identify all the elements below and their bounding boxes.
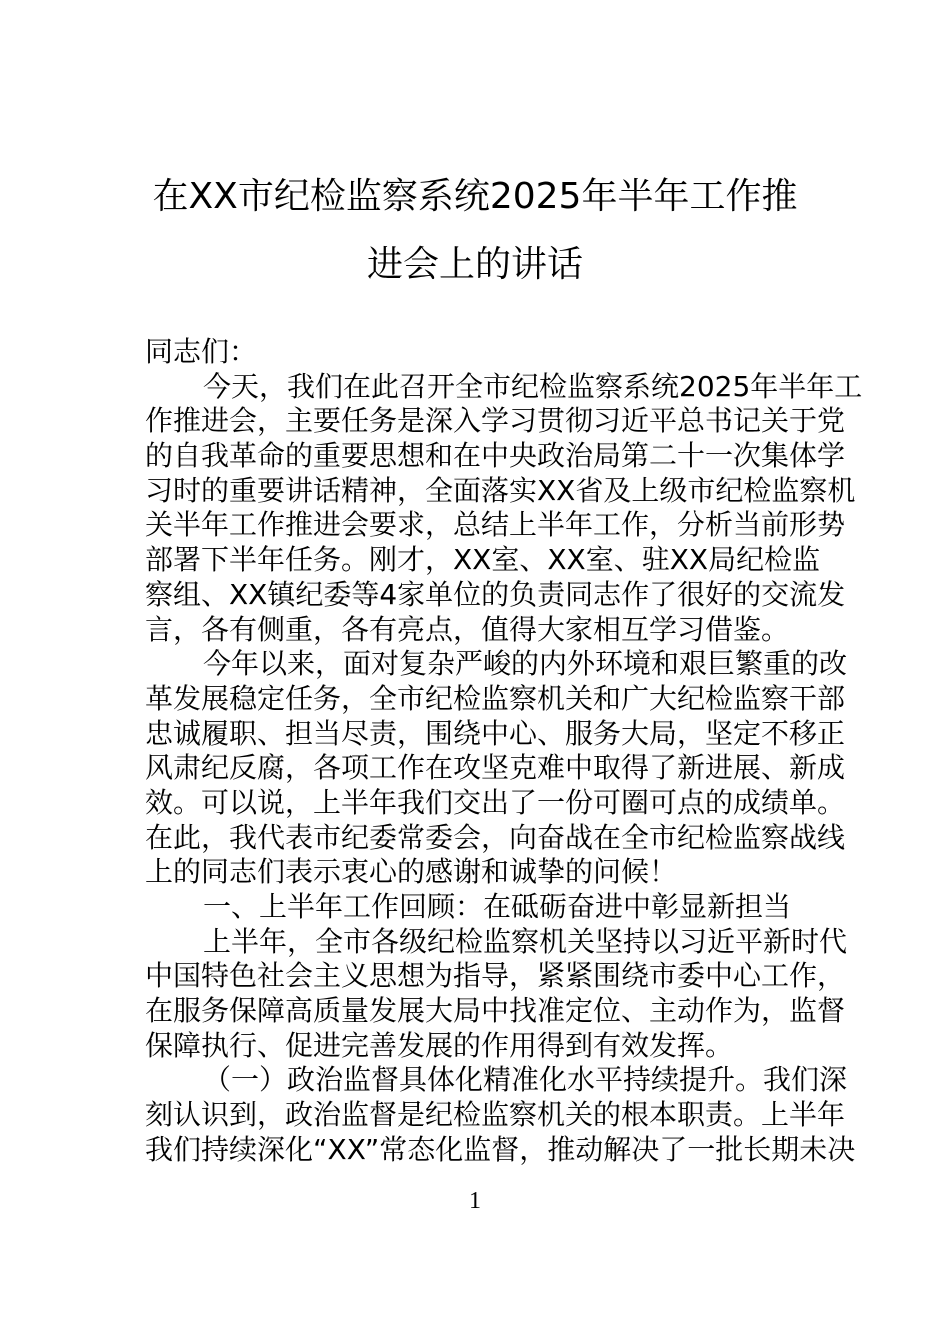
text-line: 中国特色社会主义思想为指导，紧紧围绕市委中心工作， [145,959,846,993]
document-title-line-2: 进会上的讲话 [366,244,583,285]
text-line: 刻认识到，政治监督是纪检监察机关的根本职责。上半年 [145,1098,846,1132]
document-title-line-1: 在XX市纪检监察系统2025年半年工作推 [152,176,798,217]
text-line: 今年以来，面对复杂严峻的内外环境和艰巨繁重的改 [203,647,848,681]
text-line: 同志们： [145,335,258,368]
text-line: 上的同志们表示衷心的感谢和诚挚的问候！ [145,855,678,889]
text-line: 的自我革命的重要思想和在中央政治局第二十一次集体学 [145,439,846,473]
text-line: 在服务保障高质量发展大局中找准定位、主动作为，监督 [145,994,846,1028]
text-line: 我们持续深化“XX”常态化监督，推动解决了一批长期未决 [145,1132,856,1166]
text-line: 在此，我代表市纪委常委会，向奋战在全市纪检监察战线 [145,820,846,854]
text-line: 上半年，全市各级纪检监察机关坚持以习近平新时代 [203,924,848,958]
text-line: 关半年工作推进会要求，总结上半年工作，分析当前形势 [145,508,846,542]
text-line: 风肃纪反腐，各项工作在攻坚克难中取得了新进展、新成 [145,751,846,785]
text-line: 忠诚履职、担当尽责，围绕中心、服务大局，坚定不移正 [145,716,846,750]
text-line: 一、上半年工作回顾：在砥砺奋进中彰显新担当 [203,890,792,923]
text-line: 革发展稳定任务，全市纪检监察机关和广大纪检监察干部 [145,681,846,715]
text-line: 保障执行、促进完善发展的作用得到有效发挥。 [145,1028,734,1062]
text-line: （一）政治监督具体化精准化水平持续提升。我们深 [203,1063,848,1097]
text-line: 言，各有侧重，各有亮点，值得大家相互学习借鉴。 [145,612,790,646]
text-line: 部署下半年任务。刚才，XX室、XX室、驻XX局纪检监 [145,543,821,577]
text-line: 今天，我们在此召开全市纪检监察系统2025年半年工 [203,369,863,403]
page-number: 1 [469,1188,481,1214]
text-line: 效。可以说，上半年我们交出了一份可圈可点的成绩单。 [145,785,846,819]
document-body [145,335,863,1168]
text-line: 习时的重要讲话精神，全面落实XX省及上级市纪检监察机 [145,473,856,507]
text-line: 作推进会，主要任务是深入学习贯彻习近平总书记关于党 [145,404,846,438]
text-line: 察组、XX镇纪委等4家单位的负责同志作了很好的交流发 [145,577,846,611]
